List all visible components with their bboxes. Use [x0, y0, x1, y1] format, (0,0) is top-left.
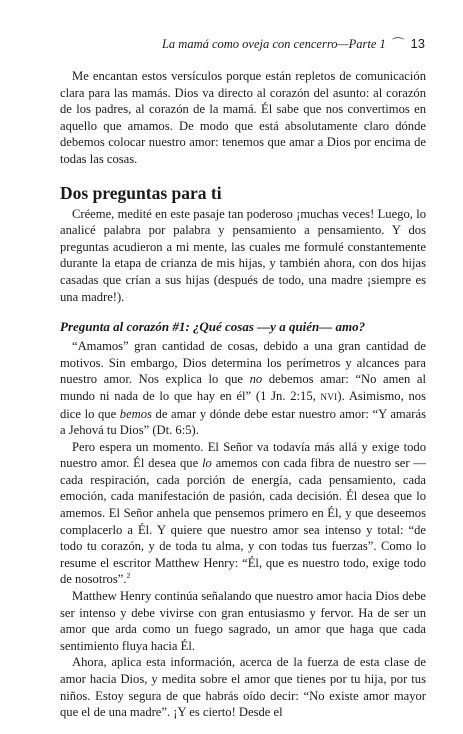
paragraph-3 [60, 338, 426, 439]
p4-text-b: amemos con cada fibra de nuestro ser —cada respiración, cada porción de energía, cada pensamiento, cada emoción, cada manifestación de pasión, cada decisión. Él desea que lo amemos. El Señor anhela que pensemos primero en Él, y que deseemos complacerlo a Él. Y quiere que nuestro amor sea intenso y total: “de todo tu corazón, y de toda tu alma, y con todas tus fuerzas”. Como lo resume el escritor Matthew Henry: “Él, que es nuestro todo, exige todo de nosotros”. [60, 456, 426, 587]
p3-version-abbrev: NVI [320, 391, 338, 402]
p3-text-d: de amar y dónde debe estar nuestro amor: “Y amarás a Jehová tu Dios” (Dt. 6:5). [60, 406, 426, 438]
p3-emphasis-bemos: bemos [119, 406, 152, 421]
paragraph-5: Matthew Henry continúa señalando que nuestro amor hacia Dios debe ser intenso y debe vivirse con gran entusiasmo y fervor. Ha de ser un amor que arda como un fuego sagrado, un amor que haga que cada sentimiento fluya hacia Él. [60, 589, 426, 653]
running-header [60, 34, 425, 52]
body-text [60, 68, 426, 721]
paragraph-4 [60, 439, 426, 588]
footnote-ref: 2 [126, 571, 131, 581]
section-heading: Dos preguntas para ti [60, 182, 222, 203]
running-title: La mamá como oveja con cencerro—Parte 1 [161, 37, 386, 51]
p3-text-b: debemos amar: “No amen al mundo ni nada de lo que hay en él” (1 Jn. 2:15, [60, 372, 426, 403]
paragraph-2: Créeme, medité en este pasaje tan poderoso ¡muchas veces! Luego, lo analicé palabra por palabra y pensamiento a pensamiento. Y dos preguntas acudieron a mi mente, las cuales me formulé constantemente durante la etapa de crianza de mis hijas, y también ahora, con dos hijas casadas que crían a sus hijas (después de todo, una madre ¡siempre es una madre!). [60, 206, 426, 304]
p4-text-a: Pero espera un momento. El Señor va todavía más allá y exige todo nuestro amor. Él desea que [60, 439, 426, 471]
page-number: 13 [410, 36, 425, 51]
ornament-icon: ⌒ [391, 37, 405, 51]
p4-emphasis-lo: lo [202, 456, 212, 471]
p3-text-c: ). Asimismo, nos dice lo que [60, 388, 426, 421]
question-heading: Pregunta al corazón #1: ¿Qué cosas —y a quién— amo? [60, 319, 366, 335]
p3-text-a: “Amamos” gran cantidad de cosas, debido a una gran cantidad de motivos. Sin embargo, Dios determina los perímetros y alcances para nuestro amor. Nos explica lo que [60, 339, 426, 387]
paragraph-6: Ahora, aplica esta información, acerca de la fuerza de esta clase de amor hacia Dios, y medita sobre el amor que tienes por tu hija, por tus niños. Estoy segura de que habrás oído decir: “No existe amor mayor que el de una madre”. ¡Y es cierto! Desde el [60, 655, 426, 720]
paragraph-1: Me encantan estos versículos porque están repletos de comunicación clara para las mamás. Dios va directo al corazón del asunto: al corazón de los padres, al corazón de la mamá. Él sabe que nos convertimos en aquello que amamos. De modo que está absolutamente claro dónde debemos colocar nuestro amor: tenemos que amar a Dios por encima de todas las cosas. [60, 69, 426, 166]
p3-emphasis-no: no [249, 372, 263, 387]
